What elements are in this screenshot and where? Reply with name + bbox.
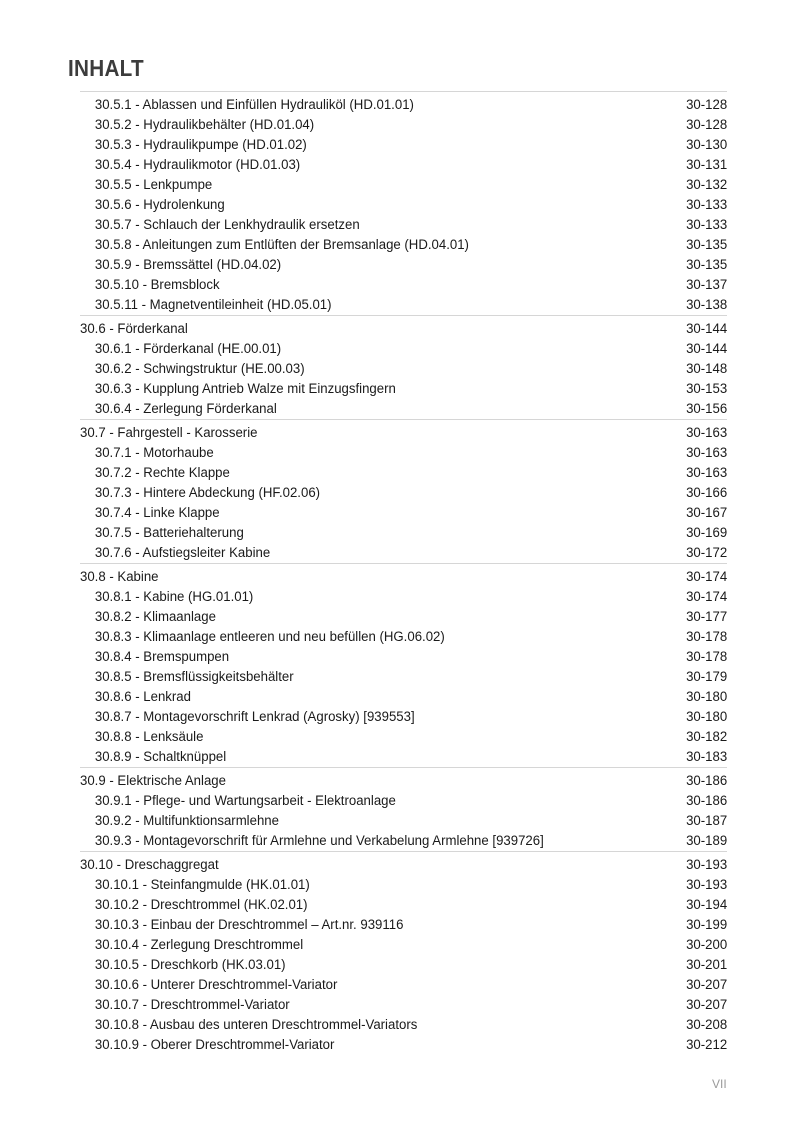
toc-entry-page: 30-201 — [685, 957, 727, 973]
toc-entry[interactable] — [80, 379, 727, 399]
page-title: INHALT — [68, 55, 144, 81]
toc-entry-title: 30.10.6 - Unterer Dreschtrommel-Variator — [94, 977, 338, 993]
toc-entry[interactable] — [80, 399, 727, 419]
toc-entry-title: 30.5.4 - Hydraulikmotor (HD.01.03) — [94, 157, 301, 173]
toc-entry[interactable] — [80, 747, 727, 767]
toc-section-heading[interactable] — [80, 771, 727, 791]
toc-entry[interactable] — [80, 647, 727, 667]
toc-entry-page: 30-128 — [685, 117, 727, 133]
toc-entry[interactable] — [80, 359, 727, 379]
toc-entry[interactable] — [80, 523, 727, 543]
toc-entry[interactable] — [80, 463, 727, 483]
toc-entry-title: 30.8.3 - Klimaanlage entleeren und neu befüllen (HG.06.02) — [94, 629, 445, 645]
toc-section-group — [80, 315, 727, 419]
toc-section-heading[interactable] — [80, 423, 727, 443]
toc-entry-page: 30-177 — [685, 609, 727, 625]
toc-entry[interactable] — [80, 1035, 727, 1055]
toc-entry-page: 30-187 — [685, 813, 727, 829]
toc-entry-title: 30.9.3 - Montagevorschrift für Armlehne und Verkabelung Armlehne [939726] — [94, 833, 544, 849]
toc-entry-page: 30-199 — [685, 917, 727, 933]
toc-entry-page: 30-180 — [685, 689, 727, 705]
toc-entry[interactable] — [80, 915, 727, 935]
toc-entry-title: 30.8.6 - Lenkrad — [94, 689, 191, 705]
toc-entry[interactable] — [80, 935, 727, 955]
toc-entry-title: 30.8.7 - Montagevorschrift Lenkrad (Agrosky) [939553] — [94, 709, 415, 725]
toc-entry-page: 30-156 — [685, 401, 727, 417]
toc-entry-title: 30.6.2 - Schwingstruktur (HE.00.03) — [94, 361, 305, 377]
toc-entry-page: 30-193 — [685, 877, 727, 893]
toc-entry-page: 30-144 — [685, 341, 727, 357]
toc-entry-page: 30-183 — [685, 749, 727, 765]
toc-entry-page: 30-133 — [685, 217, 727, 233]
toc-entry-title: 30.8.1 - Kabine (HG.01.01) — [94, 589, 254, 605]
toc-entry-title: 30.5.6 - Hydrolenkung — [94, 197, 225, 213]
toc-entry-page: 30-179 — [685, 669, 727, 685]
toc-entry-title: 30.5.11 - Magnetventileinheit (HD.05.01) — [94, 297, 332, 313]
toc-section-group — [80, 91, 727, 315]
toc-entry-title: 30.7.6 - Aufstiegsleiter Kabine — [94, 545, 271, 561]
toc-entry[interactable] — [80, 235, 727, 255]
toc-entry-page: 30-182 — [685, 729, 727, 745]
toc-entry-page: 30-163 — [685, 445, 727, 461]
toc-entry-page: 30-163 — [685, 465, 727, 481]
toc-entry-page: 30-178 — [685, 649, 727, 665]
toc-entry[interactable] — [80, 1015, 727, 1035]
toc-entry[interactable] — [80, 543, 727, 563]
toc-section-group — [80, 851, 727, 1055]
toc-entry[interactable] — [80, 791, 727, 811]
toc-section-group — [80, 767, 727, 851]
toc-entry-page: 30-207 — [685, 997, 727, 1013]
toc-entry[interactable] — [80, 339, 727, 359]
toc-entry-title: 30.5.3 - Hydraulikpumpe (HD.01.02) — [94, 137, 307, 153]
toc-entry[interactable] — [80, 215, 727, 235]
toc-entry-page: 30-137 — [685, 277, 727, 293]
toc-entry[interactable] — [80, 275, 727, 295]
toc-entry-title: 30.6.1 - Förderkanal (HE.00.01) — [94, 341, 282, 357]
toc-entry-title: 30.5.1 - Ablassen und Einfüllen Hydrauliköl (HD.01.01) — [94, 97, 414, 113]
toc-section-heading[interactable] — [80, 319, 727, 339]
toc-entry-page: 30-163 — [685, 425, 727, 441]
toc-entry-page: 30-180 — [685, 709, 727, 725]
toc-entry-page: 30-132 — [685, 177, 727, 193]
toc-entry-page: 30-148 — [685, 361, 727, 377]
table-of-contents — [80, 91, 727, 1055]
toc-entry-title: 30.7 - Fahrgestell - Karosserie — [80, 425, 258, 441]
toc-entry-page: 30-200 — [685, 937, 727, 953]
toc-entry-page: 30-174 — [685, 589, 727, 605]
toc-entry-title: 30.8.9 - Schaltknüppel — [94, 749, 227, 765]
toc-section-group — [80, 419, 727, 563]
toc-entry-title: 30.8.5 - Bremsflüssigkeitsbehälter — [94, 669, 294, 685]
toc-entry-title: 30.9.1 - Pflege- und Wartungsarbeit - Elektroanlage — [94, 793, 396, 809]
page-number: VII — [712, 1077, 727, 1091]
toc-entry-title: 30.8.2 - Klimaanlage — [94, 609, 216, 625]
toc-entry[interactable] — [80, 295, 727, 315]
toc-entry-title: 30.10.5 - Dreschkorb (HK.03.01) — [94, 957, 286, 973]
toc-entry-title: 30.7.5 - Batteriehalterung — [94, 525, 244, 541]
toc-entry-page: 30-135 — [685, 257, 727, 273]
toc-entry[interactable] — [80, 255, 727, 275]
toc-entry-title: 30.7.1 - Motorhaube — [94, 445, 214, 461]
toc-entry-page: 30-153 — [685, 381, 727, 397]
toc-entry[interactable] — [80, 195, 727, 215]
toc-entry[interactable] — [80, 587, 727, 607]
toc-entry-page: 30-138 — [685, 297, 727, 313]
toc-entry-title: 30.5.9 - Bremssättel (HD.04.02) — [94, 257, 282, 273]
toc-entry[interactable] — [80, 607, 727, 627]
toc-entry-page: 30-178 — [685, 629, 727, 645]
toc-entry-title: 30.5.10 - Bremsblock — [94, 277, 220, 293]
toc-entry-title: 30.5.8 - Anleitungen zum Entlüften der Bremsanlage (HD.04.01) — [94, 237, 469, 253]
toc-entry-page: 30-186 — [685, 793, 727, 809]
toc-entry-title: 30.8.4 - Bremspumpen — [94, 649, 230, 665]
toc-entry[interactable] — [80, 727, 727, 747]
toc-entry-title: 30.5.5 - Lenkpumpe — [94, 177, 213, 193]
toc-entry-title: 30.10.1 - Steinfangmulde (HK.01.01) — [94, 877, 310, 893]
toc-entry-title: 30.10.8 - Ausbau des unteren Dreschtrommel-Variators — [94, 1017, 418, 1033]
toc-entry[interactable] — [80, 667, 727, 687]
toc-entry-page: 30-130 — [685, 137, 727, 153]
toc-entry[interactable] — [80, 955, 727, 975]
toc-entry-title: 30.10.3 - Einbau der Dreschtrommel – Art.nr. 939116 — [94, 917, 404, 933]
toc-entry-page: 30-212 — [685, 1037, 727, 1053]
toc-entry-title: 30.7.2 - Rechte Klappe — [94, 465, 230, 481]
toc-entry[interactable] — [80, 503, 727, 523]
toc-entry-page: 30-166 — [685, 485, 727, 501]
toc-entry[interactable] — [80, 483, 727, 503]
toc-entry-title: 30.10.9 - Oberer Dreschtrommel-Variator — [94, 1037, 335, 1053]
toc-entry-title: 30.9 - Elektrische Anlage — [80, 773, 226, 789]
toc-entry[interactable] — [80, 875, 727, 895]
toc-entry[interactable] — [80, 95, 727, 115]
toc-entry-title: 30.10.4 - Zerlegung Dreschtrommel — [94, 937, 304, 953]
toc-section-heading[interactable] — [80, 855, 727, 875]
toc-entry-page: 30-133 — [685, 197, 727, 213]
toc-entry-title: 30.5.7 - Schlauch der Lenkhydraulik ersetzen — [94, 217, 360, 233]
toc-entry-page: 30-174 — [685, 569, 727, 585]
toc-entry-title: 30.7.4 - Linke Klappe — [94, 505, 220, 521]
toc-entry-page: 30-193 — [685, 857, 727, 873]
toc-entry-title: 30.8 - Kabine — [80, 569, 159, 585]
toc-entry-page: 30-208 — [685, 1017, 727, 1033]
toc-entry-title: 30.10.2 - Dreschtrommel (HK.02.01) — [94, 897, 308, 913]
toc-entry-title: 30.5.2 - Hydraulikbehälter (HD.01.04) — [94, 117, 315, 133]
toc-entry-page: 30-189 — [685, 833, 727, 849]
toc-entry[interactable] — [80, 135, 727, 155]
toc-entry[interactable] — [80, 687, 727, 707]
toc-entry-page: 30-194 — [685, 897, 727, 913]
toc-entry-title: 30.6 - Förderkanal — [80, 321, 188, 337]
toc-entry-title: 30.7.3 - Hintere Abdeckung (HF.02.06) — [94, 485, 321, 501]
toc-entry[interactable] — [80, 895, 727, 915]
toc-entry-title: 30.9.2 - Multifunktionsarmlehne — [94, 813, 279, 829]
toc-entry[interactable] — [80, 831, 727, 851]
toc-entry[interactable] — [80, 995, 727, 1015]
toc-entry-title: 30.10.7 - Dreschtrommel-Variator — [94, 997, 290, 1013]
toc-section-heading[interactable] — [80, 567, 727, 587]
toc-entry-page: 30-128 — [685, 97, 727, 113]
toc-entry-page: 30-207 — [685, 977, 727, 993]
toc-entry[interactable] — [80, 975, 727, 995]
toc-entry[interactable] — [80, 155, 727, 175]
toc-entry-title: 30.10 - Dreschaggregat — [80, 857, 219, 873]
toc-entry-title: 30.6.3 - Kupplung Antrieb Walze mit Einzugsfingern — [94, 381, 396, 397]
toc-entry-page: 30-167 — [685, 505, 727, 521]
toc-entry-page: 30-144 — [685, 321, 727, 337]
toc-entry-page: 30-131 — [685, 157, 727, 173]
toc-entry-title: 30.8.8 - Lenksäule — [94, 729, 204, 745]
toc-section-group — [80, 563, 727, 767]
toc-entry-page: 30-172 — [685, 545, 727, 561]
toc-entry-title: 30.6.4 - Zerlegung Förderkanal — [94, 401, 277, 417]
toc-entry[interactable] — [80, 443, 727, 463]
toc-entry-page: 30-186 — [685, 773, 727, 789]
toc-entry-page: 30-135 — [685, 237, 727, 253]
toc-entry[interactable] — [80, 811, 727, 831]
toc-entry[interactable] — [80, 707, 727, 727]
toc-entry-page: 30-169 — [685, 525, 727, 541]
toc-entry[interactable] — [80, 627, 727, 647]
toc-entry[interactable] — [80, 115, 727, 135]
toc-entry[interactable] — [80, 175, 727, 195]
